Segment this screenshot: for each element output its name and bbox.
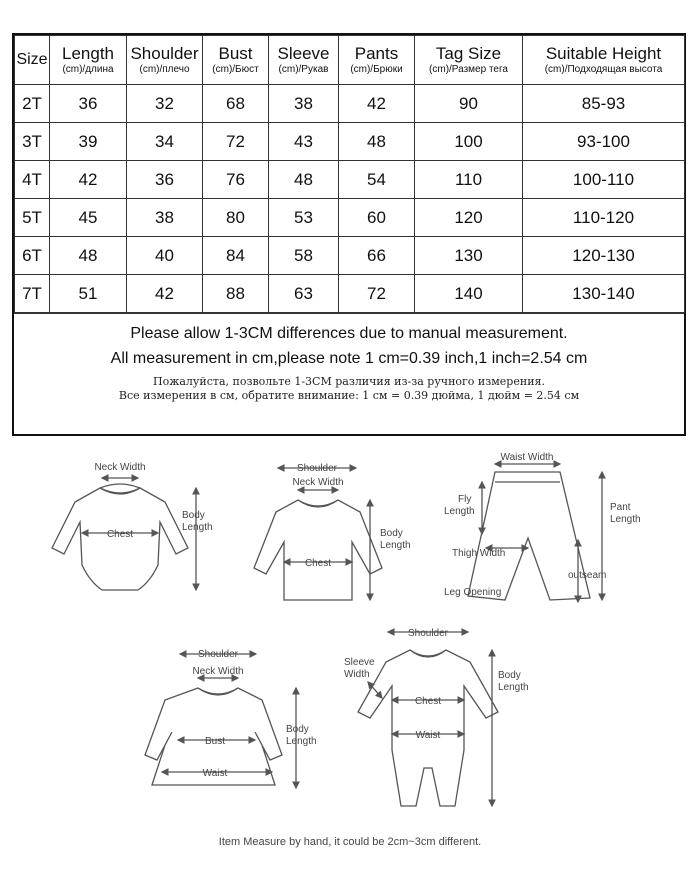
cell: 130-140 [523, 275, 685, 313]
size-table [14, 35, 685, 313]
cell: 84 [203, 237, 269, 275]
cell: 4T [15, 161, 50, 199]
pants-waist-label: Waist Width [500, 452, 554, 463]
cell: 85-93 [523, 85, 685, 123]
cell: 7T [15, 275, 50, 313]
bodysuit-neck-label: Neck Width [94, 462, 146, 473]
cell: 36 [127, 161, 203, 199]
cell: 42 [127, 275, 203, 313]
cell: 66 [339, 237, 415, 275]
header-tag-size: Tag Size (cm)/Размер тега [415, 36, 523, 85]
header-sleeve: Sleeve (cm)/Рукав [269, 36, 339, 85]
cell: 76 [203, 161, 269, 199]
cell: 120 [415, 199, 523, 237]
shirt-neck-label: Neck Width [292, 477, 344, 488]
romper-sleeve-label: Sleeve [344, 657, 375, 668]
shirt-shoulder-label: Shoulder [296, 463, 338, 474]
romper-outline [358, 650, 498, 806]
cell: 3T [15, 123, 50, 161]
header-shoulder: Shoulder (cm)/плечо [127, 36, 203, 85]
pants-leg-label: Leg Opening [444, 587, 502, 598]
shirt-length-label: Length [380, 540, 411, 551]
table-row [15, 199, 685, 237]
cell: 72 [203, 123, 269, 161]
footer-note: Item Measure by hand, it could be 2cm~3cm different. [218, 836, 482, 848]
note-allowance-ru: Пожалуйста, позвольте 1-3CM различия из-за ручного измерения. [153, 375, 545, 388]
cell: 93-100 [523, 123, 685, 161]
cell: 38 [269, 85, 339, 123]
cell: 80 [203, 199, 269, 237]
cell: 90 [415, 85, 523, 123]
header-suitable-height: Suitable Height (cm)/Подходящая высота [523, 36, 685, 85]
header-length: Length (cm)/длина [50, 36, 127, 85]
pants-outseam-label: outseam [568, 570, 607, 581]
dress-neck-label: Neck Width [192, 666, 244, 677]
cell: 48 [269, 161, 339, 199]
pants-fly-label: Fly [458, 494, 472, 505]
cell: 110 [415, 161, 523, 199]
shirt-body-label: Body [380, 528, 403, 539]
cell: 88 [203, 275, 269, 313]
table-row [15, 123, 685, 161]
cell: 36 [50, 85, 127, 123]
table-row [15, 237, 685, 275]
cell: 120-130 [523, 237, 685, 275]
dress-body-label: Body [286, 724, 309, 735]
cell: 32 [127, 85, 203, 123]
note-conversion-ru: Все измерения в см, обратите внимание: 1 см = 0.39 дюйма, 1 дюйм = 2.54 см [118, 389, 580, 402]
table-row [15, 161, 685, 199]
pants-diagram [468, 464, 602, 602]
romper-diagram [358, 632, 498, 806]
romper-shoulder-label: Shoulder [407, 628, 449, 639]
shirt-chest-label: Chest [304, 558, 332, 569]
pants-fly-length-label: Length [444, 506, 475, 517]
cell: 53 [269, 199, 339, 237]
diagram-labels [94, 452, 640, 779]
header-size: Size [15, 36, 50, 85]
dress-bust-label: Bust [204, 736, 226, 747]
table-header-row [15, 36, 685, 85]
romper-sleeve-width-label: Width [344, 669, 370, 680]
cell: 51 [50, 275, 127, 313]
cell: 5T [15, 199, 50, 237]
dress-shoulder-label: Shoulder [197, 649, 239, 660]
cell: 48 [50, 237, 127, 275]
measurement-notes [14, 313, 684, 403]
romper-length-label: Length [498, 682, 529, 693]
measurement-diagrams [0, 450, 700, 850]
cell: 42 [50, 161, 127, 199]
cell: 45 [50, 199, 127, 237]
table-row [15, 275, 685, 313]
size-chart-sheet [12, 33, 686, 436]
cell: 140 [415, 275, 523, 313]
cell: 130 [415, 237, 523, 275]
note-allowance: Please allow 1-3CM differences due to manual measurement. [130, 325, 568, 342]
bodysuit-body-label: Body [182, 510, 205, 521]
table-row [15, 85, 685, 123]
romper-body-label: Body [498, 670, 521, 681]
cell: 34 [127, 123, 203, 161]
romper-waist-label: Waist [415, 730, 441, 741]
cell: 68 [203, 85, 269, 123]
cell: 6T [15, 237, 50, 275]
cell: 58 [269, 237, 339, 275]
header-pants: Pants (cm)/Брюки [339, 36, 415, 85]
pants-pant-label: Pant [610, 502, 631, 513]
cell: 60 [339, 199, 415, 237]
cell: 48 [339, 123, 415, 161]
cell: 72 [339, 275, 415, 313]
pants-thigh-label: Thigh Width [452, 548, 506, 559]
cell: 54 [339, 161, 415, 199]
cell: 100 [415, 123, 523, 161]
cell: 39 [50, 123, 127, 161]
shirt-outline [254, 500, 382, 600]
cell: 38 [127, 199, 203, 237]
cell: 42 [339, 85, 415, 123]
bodysuit-length-label: Length [182, 522, 213, 533]
cell: 110-120 [523, 199, 685, 237]
note-conversion: All measurement in cm,please note 1 cm=0.39 inch,1 inch=2.54 cm [110, 350, 588, 367]
cell: 100-110 [523, 161, 685, 199]
cell: 63 [269, 275, 339, 313]
dress-length-label: Length [286, 736, 317, 747]
cell: 2T [15, 85, 50, 123]
bodysuit-chest-label: Chest [106, 529, 134, 540]
dress-waist-label: Waist [202, 768, 228, 779]
header-bust: Bust (cm)/Бюст [203, 36, 269, 85]
pants-pant-length-label: Length [610, 514, 641, 525]
cell: 40 [127, 237, 203, 275]
romper-chest-label: Chest [414, 696, 442, 707]
cell: 43 [269, 123, 339, 161]
